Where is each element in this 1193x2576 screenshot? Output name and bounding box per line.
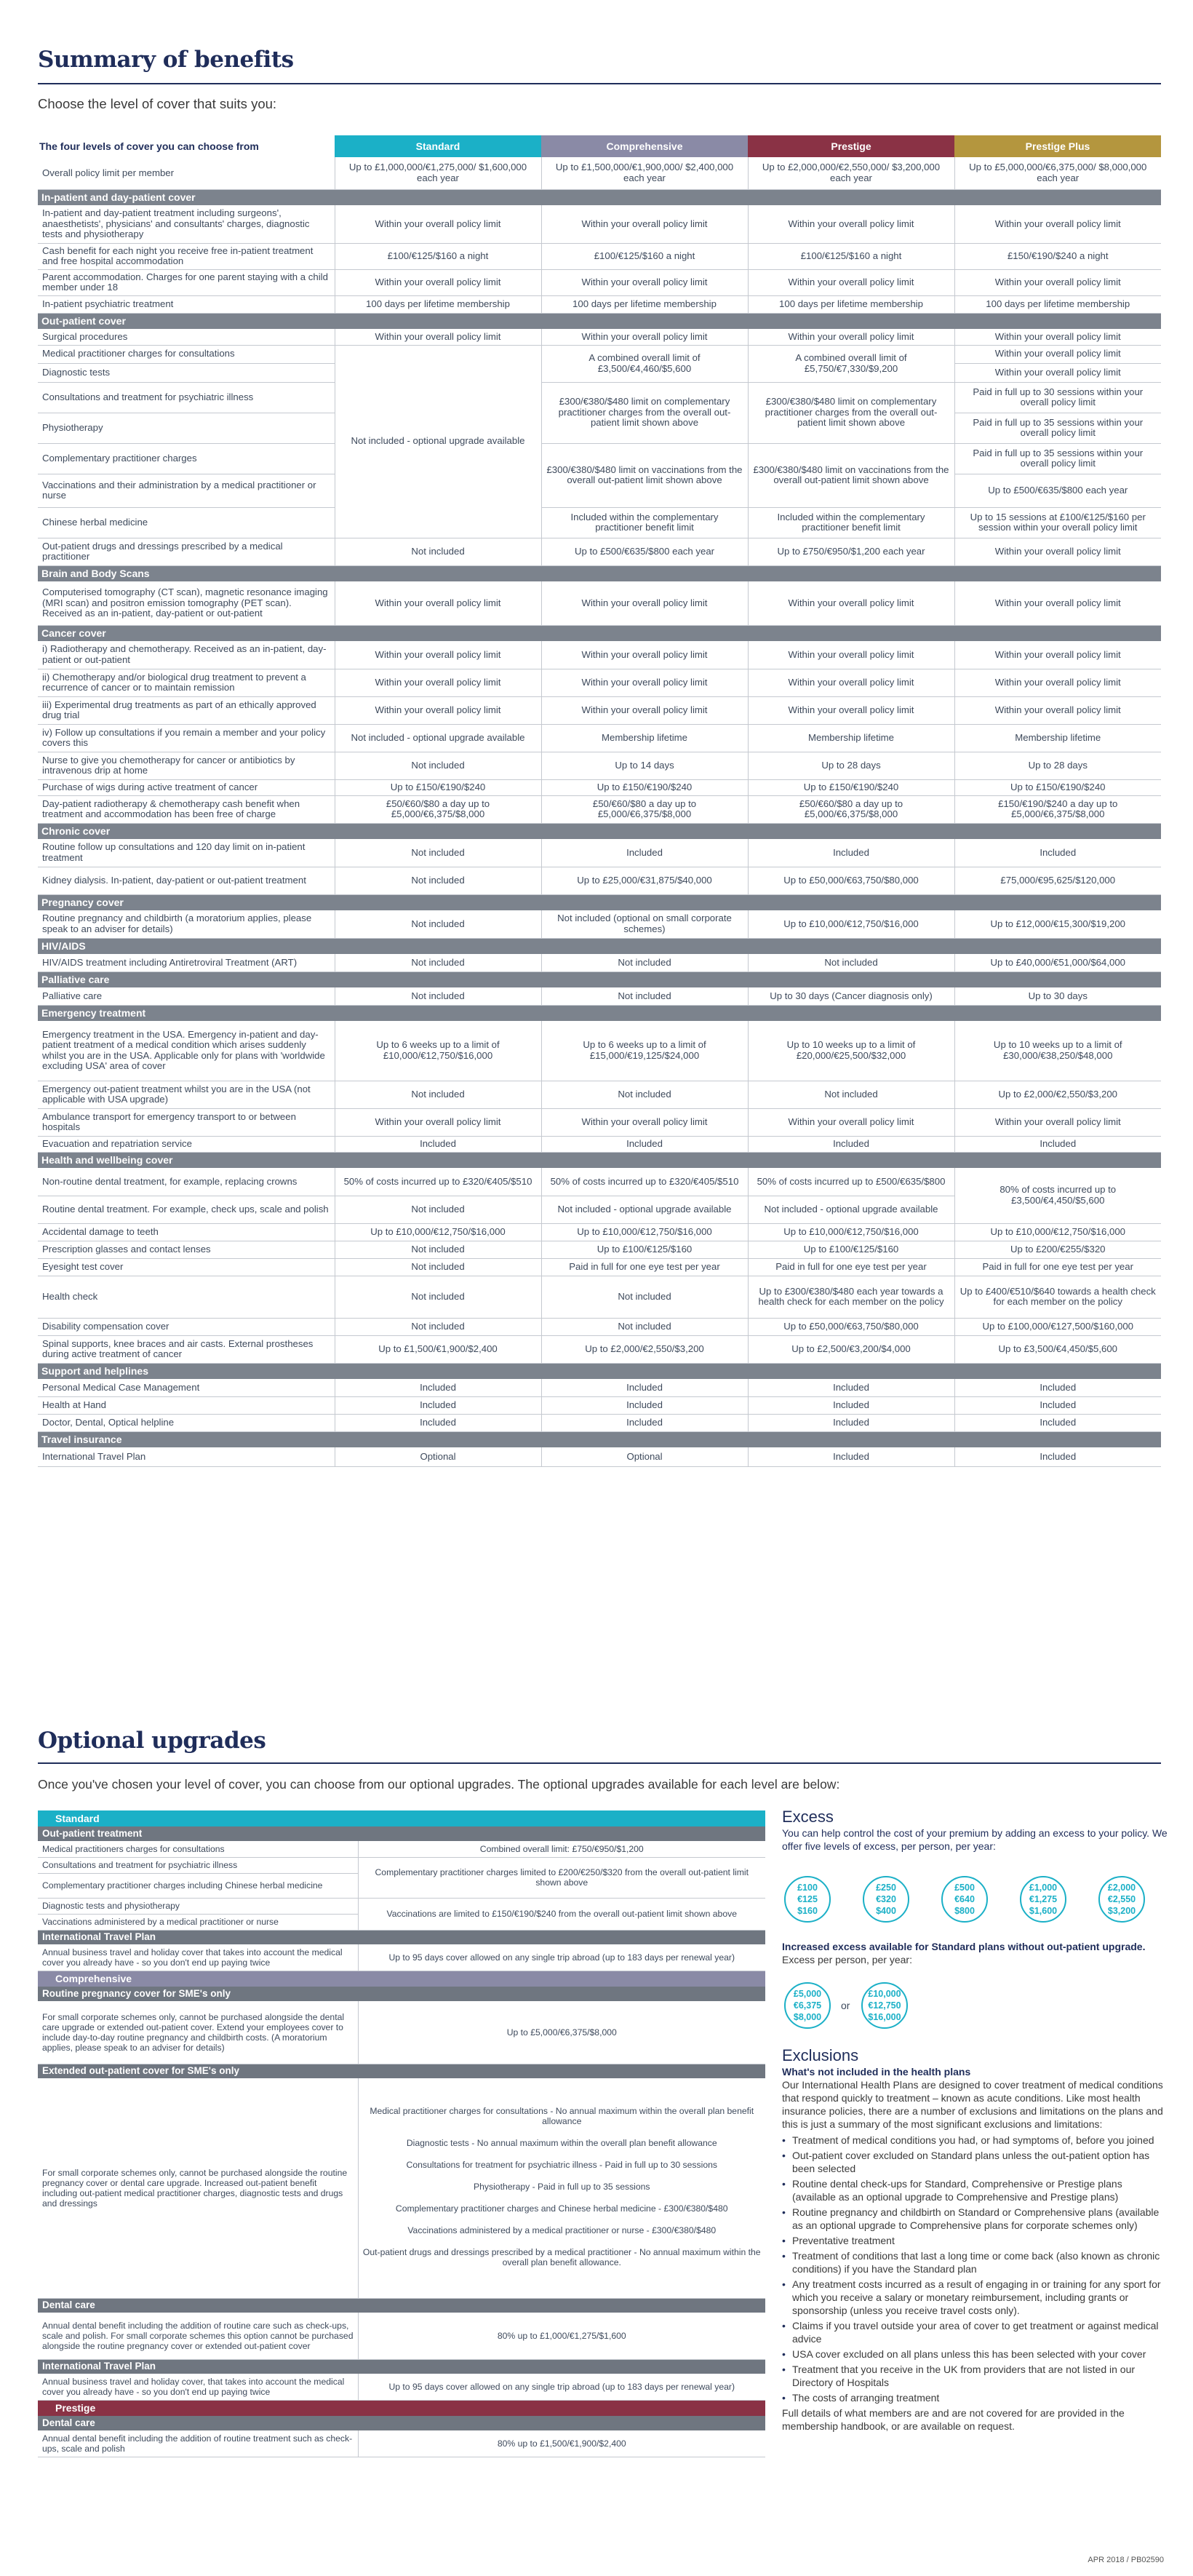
cell: Up to £50,000/€63,750/$80,000 — [748, 1318, 954, 1335]
cell: Within your overall policy limit — [748, 696, 954, 724]
row-label: Prescription glasses and contact lenses — [38, 1241, 335, 1258]
cell: Not included — [541, 954, 748, 971]
row-label: Computerised tomography (CT scan), magnetic resonance imaging (MRI scan) and positron emission tomography (PET scan). Received as an in-patient, day-patient or out-patient — [38, 581, 335, 625]
row-label: Chinese herbal medicine — [38, 507, 335, 538]
ext-item: Consultations for treatment for psychiatric illness - Paid in full up to 30 sessions — [406, 2159, 717, 2170]
upgrade-row: For small corporate schemes only, cannot be purchased alongside the dental care upgrade or extended out-patient cover. Extend your employees cover to include day-to-day routine pregnancy and childbirth costs. (A moratorium applies, please speak to an adviser for details) — [38, 2001, 358, 2064]
section-header: In-patient and day-patient cover — [38, 189, 1161, 205]
section-header: Chronic cover — [38, 823, 1161, 839]
row-label: Vaccinations and their administration by a medical practitioner or nurse — [38, 474, 335, 507]
cell: Not included - optional upgrade available — [335, 724, 541, 752]
cell: Within your overall policy limit — [954, 538, 1161, 565]
cell: Within your overall policy limit — [954, 669, 1161, 696]
cell: Up to 10 weeks up to a limit of £30,000/€38,250/$48,000 — [954, 1021, 1161, 1081]
upgrades-intro: Once you've chosen your level of cover, you can choose from our optional upgrades. The optional upgrades available for each level are below: — [38, 1777, 840, 1792]
cell: Up to 15 sessions at £100/€125/$160 per session within your overall policy limit — [954, 507, 1161, 538]
row-label: Spinal supports, knee braces and air casts. External prostheses during active treatment of cancer — [38, 1335, 335, 1363]
cell: Up to £2,000/€2,550/$3,200 — [954, 1081, 1161, 1108]
cell: Up to 30 days (Cancer diagnosis only) — [748, 987, 954, 1005]
upgrade-value: Complementary practitioner charges limited to £200/€250/$320 from the overall out-patient limit shown above — [358, 1857, 765, 1898]
ext-item: Physiotherapy - Paid in full up to 35 sessions — [473, 2181, 650, 2192]
cell: Up to £50,000/€63,750/$80,000 — [748, 867, 954, 894]
cell: Up to £100,000/€127,500/$160,000 — [954, 1318, 1161, 1335]
cell: Membership lifetime — [541, 724, 748, 752]
row-label: HIV/AIDS treatment including Antiretroviral Treatment (ART) — [38, 954, 335, 971]
row-label: Physiotherapy — [38, 413, 335, 443]
excess-circle: £5,000 €6,375 $8,000 — [784, 1982, 831, 2029]
optional-upgrades-title: Optional upgrades — [38, 1728, 266, 1754]
upgrade-value: Vaccinations are limited to £150/€190/$240 from the overall out-patient limit shown above — [358, 1898, 765, 1930]
upgrades-table-wrap — [38, 1810, 765, 2457]
cell: Within your overall policy limit — [954, 363, 1161, 382]
cell: Included — [748, 1136, 954, 1152]
cell: Within your overall policy limit — [954, 696, 1161, 724]
row-label: Routine dental treatment. For example, check ups, scale and polish — [38, 1196, 335, 1223]
document-code: APR 2018 / PB02590 — [1088, 2556, 1164, 2564]
exclusion-item: • Any treatment costs incurred as a result of engaging in or training for any sport for which you receive a salary or monetary reimbursement, including grants or sponsorship (unless you receive travel costs only). — [782, 2278, 1168, 2317]
cell: 100 days per lifetime membership — [748, 295, 954, 313]
upgrade-section: Dental care — [38, 2298, 765, 2313]
row-label: ii) Chemotherapy and/or biological drug treatment to prevent a recurrence of cancer or to maintain remission — [38, 669, 335, 696]
cell: Within your overall policy limit — [541, 1108, 748, 1136]
cell: Paid in full for one eye test per year — [954, 1258, 1161, 1276]
cell: Not included — [335, 752, 541, 779]
cell: £300/€380/$480 limit on vaccinations from the overall out-patient limit shown above — [748, 443, 954, 507]
section-header: HIV/AIDS — [38, 938, 1161, 954]
cell: Not included — [541, 1276, 748, 1318]
cell: Within your overall policy limit — [748, 669, 954, 696]
cell: £100/€125/$160 a night — [748, 243, 954, 269]
upgrade-row: Annual dental benefit including the addition of routine treatment such as check-ups, scale and polish — [38, 2430, 358, 2457]
upgrade-row: Annual business travel and holiday cover, that takes into account the medical cover you already have - so you don't end up paying twice — [38, 2374, 358, 2400]
row-label: Accidental damage to teeth — [38, 1223, 335, 1241]
cell: Up to £10,000/€12,750/$16,000 — [335, 1223, 541, 1241]
cell: Not included — [335, 1276, 541, 1318]
cell: £50/€60/$80 a day up to £5,000/€6,375/$8,000 — [541, 795, 748, 823]
excess-circle: £2,000 €2,550 $3,200 — [1098, 1876, 1145, 1923]
cell: Within your overall policy limit — [954, 329, 1161, 345]
exclusion-item: • Preventative treatment — [782, 2234, 1168, 2247]
cell: Not included — [335, 1081, 541, 1108]
row-label: Routine follow up consultations and 120 day limit on in-patient treatment — [38, 839, 335, 867]
cell: Not included — [335, 1241, 541, 1258]
ext-item: Diagnostic tests - No annual maximum within the overall plan benefit allowance — [406, 2137, 717, 2148]
cell: Not included — [748, 1081, 954, 1108]
cell: Not included - optional upgrade available — [541, 1196, 748, 1223]
row-label: Eyesight test cover — [38, 1258, 335, 1276]
cell: Within your overall policy limit — [335, 1108, 541, 1136]
upgrade-row: Consultations and treatment for psychiatric illness — [38, 1857, 358, 1873]
row-label: Out-patient drugs and dressings prescribed by a medical practitioner — [38, 538, 335, 565]
excess-panel — [782, 1810, 1168, 1853]
cell: Included — [335, 1396, 541, 1414]
cell: Within your overall policy limit — [954, 269, 1161, 295]
cell: Not included — [335, 1318, 541, 1335]
cell: Included — [748, 1414, 954, 1431]
cell: 100 days per lifetime membership — [335, 295, 541, 313]
excess-circle: £250 €320 $400 — [863, 1876, 909, 1923]
upgrade-level-standard: Standard — [38, 1810, 765, 1826]
cell: Paid in full up to 35 sessions within your overall policy limit — [954, 413, 1161, 443]
upgrade-row: For small corporate schemes only, cannot be purchased alongside the routine pregnancy cover or dental care upgrade. Increased out-patient benefit including out-patient medical practitioner charges, diagnostic tests and drugs and dressings — [38, 2078, 358, 2298]
row-label: iii) Experimental drug treatments as part of an ethically approved drug trial — [38, 696, 335, 724]
or-label: or — [841, 2000, 850, 2011]
cell: Within your overall policy limit — [748, 269, 954, 295]
level-prestige: Prestige — [748, 135, 954, 157]
cell: Within your overall policy limit — [748, 641, 954, 669]
cell: Paid in full up to 35 sessions within your overall policy limit — [954, 443, 1161, 474]
cell: Within your overall policy limit — [954, 581, 1161, 625]
upgrade-row: Annual business travel and holiday cover that takes into account the medical cover you already have - so you don't end up paying twice — [38, 1944, 358, 1971]
cell: Not included — [335, 839, 541, 867]
row-label: Overall policy limit per member — [38, 157, 335, 189]
exclusion-item: • Treatment that you receive in the UK from providers that are not listed in our Directory of Hospitals — [782, 2363, 1168, 2389]
cell: Up to £2,500/€3,200/$4,000 — [748, 1335, 954, 1363]
row-label: iv) Follow up consultations if you remain a member and your policy covers this — [38, 724, 335, 752]
cell: Within your overall policy limit — [335, 269, 541, 295]
exclusion-item: • Treatment of conditions that last a long time or come back (also known as chronic conditions) if you have the Standard plan — [782, 2249, 1168, 2275]
upgrade-level-prestige: Prestige — [38, 2400, 765, 2416]
cell: Within your overall policy limit — [335, 581, 541, 625]
row-label: In-patient and day-patient treatment including surgeons', anaesthetists', physicians' and consultants' charges, diagnostic tests and physiotherapy — [38, 205, 335, 243]
row-label: Medical practitioner charges for consultations — [38, 345, 335, 363]
cell: Up to £10,000/€12,750/$16,000 — [541, 1223, 748, 1241]
ext-item: Out-patient drugs and dressings prescribed by a medical practitioner - No annual maximum within the overall plan benefit allowance. — [362, 2246, 761, 2267]
ext-item: Medical practitioner charges for consultations - No annual maximum within the overall plan benefit allowance — [370, 2105, 754, 2126]
row-label: Day-patient radiotherapy & chemotherapy cash benefit when treatment and accommodation has been free of charge — [38, 795, 335, 823]
exclusions-list — [782, 2134, 1168, 2404]
section-header: Cancer cover — [38, 625, 1161, 641]
increased-excess-title: Increased excess available for Standard plans without out-patient upgrade. — [782, 1941, 1146, 1952]
row-label: International Travel Plan — [38, 1447, 335, 1466]
cell: Up to 14 days — [541, 752, 748, 779]
cell: Within your overall policy limit — [335, 205, 541, 243]
upgrade-value: Up to 95 days cover allowed on any single trip abroad (up to 183 days per renewal year) — [358, 1944, 765, 1971]
benefits-table — [38, 135, 1161, 1467]
cell: Within your overall policy limit — [335, 669, 541, 696]
excess-circle: £10,000 €12,750 $16,000 — [861, 1982, 908, 2029]
cell: Not included — [335, 1258, 541, 1276]
excess-title: Excess — [782, 1808, 834, 1826]
cell: Up to 10 weeks up to a limit of £20,000/€25,500/$32,000 — [748, 1021, 954, 1081]
cell: Included — [748, 1379, 954, 1396]
upgrade-row: Medical practitioners charges for consultations — [38, 1841, 358, 1857]
upgrade-section: Dental care — [38, 2416, 765, 2430]
cell: Not included — [541, 1081, 748, 1108]
row-label: Non-routine dental treatment, for example, replacing crowns — [38, 1168, 335, 1196]
cell: £150/€190/$240 a night — [954, 243, 1161, 269]
cell: Up to £1,500,000/€1,900,000/ $2,400,000 each year — [541, 157, 748, 189]
exclusion-item: • Out-patient cover excluded on Standard plans unless the out-patient option has been selected — [782, 2149, 1168, 2175]
cell: 50% of costs incurred up to £320/€405/$510 — [335, 1168, 541, 1196]
cell: Included — [748, 839, 954, 867]
excess-circle: £500 €640 $800 — [941, 1876, 988, 1923]
cell: Included — [335, 1379, 541, 1396]
standard-outpatient-note: Not included - optional upgrade available — [335, 345, 541, 538]
row-label: Disability compensation cover — [38, 1318, 335, 1335]
cell: Included — [541, 1396, 748, 1414]
cell: Within your overall policy limit — [541, 329, 748, 345]
exclusion-item: • Treatment of medical conditions you had, or had symptoms of, before you joined — [782, 2134, 1168, 2147]
cell: Included — [954, 1414, 1161, 1431]
level-standard: Standard — [335, 135, 541, 157]
upgrades-table — [38, 1810, 765, 2457]
section-header: Emergency treatment — [38, 1005, 1161, 1021]
cell: Up to £100/€125/$160 — [541, 1241, 748, 1258]
cell: Not included — [541, 1318, 748, 1335]
cell: Not included — [335, 987, 541, 1005]
cell: Not included (optional on small corporate schemes) — [541, 910, 748, 938]
upgrade-value: Up to £5,000/€6,375/$8,000 — [358, 2001, 765, 2064]
cell: Included — [954, 1379, 1161, 1396]
cell: Up to £150/€190/$240 — [335, 779, 541, 795]
cell: 50% of costs incurred up to £500/€635/$800 — [748, 1168, 954, 1196]
row-label: Health check — [38, 1276, 335, 1318]
cell: Up to £1,000,000/€1,275,000/ $1,600,000 each year — [335, 157, 541, 189]
level-comprehensive: Comprehensive — [541, 135, 748, 157]
extended-outpatient-values — [358, 2078, 765, 2298]
section-header: Out-patient cover — [38, 313, 1161, 329]
cell: Paid in full for one eye test per year — [541, 1258, 748, 1276]
upgrade-level-comprehensive: Comprehensive — [38, 1971, 765, 1987]
upgrade-row: Vaccinations administered by a medical practitioner or nurse — [38, 1914, 358, 1930]
cell: Not included — [335, 867, 541, 894]
excess-circle: £100 €125 $160 — [784, 1876, 831, 1923]
increased-excess-sub: Excess per person, per year: — [782, 1954, 912, 1965]
section-header: Palliative care — [38, 971, 1161, 987]
section-header: Brain and Body Scans — [38, 565, 1161, 581]
cell: Up to 28 days — [748, 752, 954, 779]
section-header: Support and helplines — [38, 1363, 1161, 1379]
cell: Up to 30 days — [954, 987, 1161, 1005]
section-header: Health and wellbeing cover — [38, 1152, 1161, 1168]
cell: Within your overall policy limit — [541, 669, 748, 696]
exclusion-item: • Claims if you travel outside your area of cover to get treatment or against medical advice — [782, 2319, 1168, 2345]
row-label: Kidney dialysis. In-patient, day-patient or out-patient treatment — [38, 867, 335, 894]
upgrade-value: 80% up to £1,000/€1,275/$1,600 — [358, 2313, 765, 2359]
cell: A combined overall limit of £3,500/€4,460/$5,600 — [541, 345, 748, 382]
exclusion-item: • USA cover excluded on all plans unless this has been selected with your cover — [782, 2348, 1168, 2361]
cell: Not included — [541, 987, 748, 1005]
upgrade-section: International Travel Plan — [38, 1930, 765, 1944]
level-prestige-plus: Prestige Plus — [954, 135, 1161, 157]
row-label: Routine pregnancy and childbirth (a moratorium applies, please speak to an adviser for details) — [38, 910, 335, 938]
cell: Up to £12,000/€15,300/$19,200 — [954, 910, 1161, 938]
cell: Within your overall policy limit — [541, 205, 748, 243]
row-label: Health at Hand — [38, 1396, 335, 1414]
exclusions-footer: Full details of what members are and are not covered for are provided in the membership handbook, or are available on request. — [782, 2407, 1125, 2432]
cell: Up to £200/€255/$320 — [954, 1241, 1161, 1258]
cell: Up to £10,000/€12,750/$16,000 — [748, 910, 954, 938]
upgrade-row: Diagnostic tests and physiotherapy — [38, 1898, 358, 1914]
cell: Up to £2,000,000/€2,550,000/ $3,200,000 each year — [748, 157, 954, 189]
cell: Membership lifetime — [748, 724, 954, 752]
upgrade-value: Combined overall limit: £750/€950/$1,200 — [358, 1841, 765, 1857]
cell: Up to £500/€635/$800 each year — [541, 538, 748, 565]
cell: Not included — [335, 538, 541, 565]
title-rule — [38, 83, 1161, 84]
exclusions-text: Our International Health Plans are designed to cover treatment of medical conditions that respond quickly to treatment – known as acute conditions. Like most health insurance policies, there are a number of exclusions and limitations on the plans and this is just a summary of the most significant exclusions and limitations: — [782, 2079, 1163, 2130]
row-label: i) Radiotherapy and chemotherapy. Received as an in-patient, day-patient or out-patient — [38, 641, 335, 669]
cell: Up to 6 weeks up to a limit of £15,000/€19,125/$24,000 — [541, 1021, 748, 1081]
upgrade-section: Out-patient treatment — [38, 1826, 765, 1841]
exclusion-item: • Routine dental check-ups for Standard, Comprehensive or Prestige plans (available as an optional upgrade to Comprehensive and Prestige plans) — [782, 2177, 1168, 2203]
cell: Within your overall policy limit — [541, 269, 748, 295]
cell: Within your overall policy limit — [541, 641, 748, 669]
cell: Included — [954, 1136, 1161, 1152]
cell: Up to £5,000,000/€6,375,000/ $8,000,000 each year — [954, 157, 1161, 189]
cell: Included — [954, 1447, 1161, 1466]
cell: Included — [954, 1396, 1161, 1414]
row-label: Parent accommodation. Charges for one parent staying with a child member under 18 — [38, 269, 335, 295]
cell: Within your overall policy limit — [541, 696, 748, 724]
cell: Within your overall policy limit — [954, 205, 1161, 243]
cell: Included — [541, 1379, 748, 1396]
ext-item: Vaccinations administered by a medical practitioner or nurse - £300/€380/$480 — [407, 2225, 717, 2235]
page-title: Summary of benefits — [38, 47, 294, 73]
excess-text: You can help control the cost of your premium by adding an excess to your policy. We offer five levels of excess, per person, per year: — [782, 1827, 1168, 1852]
cell: 50% of costs incurred up to £320/€405/$510 — [541, 1168, 748, 1196]
cell: Included within the complementary practitioner benefit limit — [541, 507, 748, 538]
cell: £300/€380/$480 limit on complementary practitioner charges from the overall out-patient limit shown above — [748, 382, 954, 443]
cell: £300/€380/$480 limit on vaccinations from the overall out-patient limit shown above — [541, 443, 748, 507]
row-label: In-patient psychiatric treatment — [38, 295, 335, 313]
cell: Included — [335, 1136, 541, 1152]
section-header: Pregnancy cover — [38, 894, 1161, 910]
cell: Up to £300/€380/$480 each year towards a health check for each member on the policy — [748, 1276, 954, 1318]
cell: Within your overall policy limit — [335, 696, 541, 724]
row-label: Cash benefit for each night you receive free in-patient treatment and free hospital accommodation — [38, 243, 335, 269]
row-label: Emergency out-patient treatment whilst you are in the USA (not applicable with USA upgrade) — [38, 1081, 335, 1108]
cell: Up to £10,000/€12,750/$16,000 — [748, 1223, 954, 1241]
cell: Included — [541, 1414, 748, 1431]
cell: 100 days per lifetime membership — [541, 295, 748, 313]
increased-excess — [782, 1940, 1168, 1966]
cell: £100/€125/$160 a night — [335, 243, 541, 269]
cell: 100 days per lifetime membership — [954, 295, 1161, 313]
cell: £75,000/€95,625/$120,000 — [954, 867, 1161, 894]
exclusions-panel — [782, 2046, 1168, 2433]
cell: £150/€190/$240 a day up to £5,000/€6,375/$8,000 — [954, 795, 1161, 823]
cell: Optional — [335, 1447, 541, 1466]
cell: Included — [541, 1136, 748, 1152]
cell: Within your overall policy limit — [954, 1108, 1161, 1136]
upgrade-value: 80% up to £1,500/€1,900/$2,400 — [358, 2430, 765, 2457]
cell: Membership lifetime — [954, 724, 1161, 752]
excess-circle: £1,000 €1,275 $1,600 — [1020, 1876, 1066, 1923]
cell: Not included — [335, 954, 541, 971]
cell: Not included - optional upgrade available — [748, 1196, 954, 1223]
upgrades-rule — [38, 1762, 1161, 1764]
cell: Optional — [541, 1447, 748, 1466]
upgrade-section: International Travel Plan — [38, 2359, 765, 2374]
cell: 80% of costs incurred up to £3,500/€4,450/$5,600 — [954, 1168, 1161, 1223]
exclusions-bold: What's not included in the health plans — [782, 2066, 971, 2078]
cell: Not included — [335, 910, 541, 938]
upgrade-row: Annual dental benefit including the addition of routine care such as check-ups, scale and polish. For small corporate schemes this option cannot be purchased alongside the routine pregnancy cover or extended out-patient cover — [38, 2313, 358, 2359]
page-subtitle: Choose the level of cover that suits you: — [38, 96, 277, 111]
cell: Paid in full up to 30 sessions within your overall policy limit — [954, 382, 1161, 413]
cell: Up to £150/€190/$240 — [541, 779, 748, 795]
row-label: Personal Medical Case Management — [38, 1379, 335, 1396]
levels-header-label: The four levels of cover you can choose from — [38, 135, 335, 157]
cell: Included — [541, 839, 748, 867]
row-label: Complementary practitioner charges — [38, 443, 335, 474]
exclusion-item: • Routine pregnancy and childbirth on Standard or Comprehensive plans (available as an optional upgrade to Comprehensive plans for corporate schemes only) — [782, 2206, 1168, 2232]
upgrade-row: Complementary practitioner charges including Chinese herbal medicine — [38, 1873, 358, 1898]
row-label: Nurse to give you chemotherapy for cancer or antibiotics by intravenous drip at home — [38, 752, 335, 779]
row-label: Doctor, Dental, Optical helpline — [38, 1414, 335, 1431]
cell: Up to £500/€635/$800 each year — [954, 474, 1161, 507]
cell: Up to £150/€190/$240 — [954, 779, 1161, 795]
cell: Within your overall policy limit — [748, 1108, 954, 1136]
cell: £50/€60/$80 a day up to £5,000/€6,375/$8,000 — [335, 795, 541, 823]
cell: Within your overall policy limit — [541, 581, 748, 625]
cell: Included — [748, 1396, 954, 1414]
cell: Within your overall policy limit — [748, 205, 954, 243]
row-label: Emergency treatment in the USA. Emergency in-patient and day-patient treatment of a medical condition which arises suddenly whilst you are in the USA. Applicable only for plans with 'worldwide excluding USA' area of cover — [38, 1021, 335, 1081]
cell: £50/€60/$80 a day up to £5,000/€6,375/$8,000 — [748, 795, 954, 823]
cell: Not included — [335, 1196, 541, 1223]
row-label: Ambulance transport for emergency transport to or between hospitals — [38, 1108, 335, 1136]
cell: Included — [335, 1414, 541, 1431]
cell: Up to £400/€510/$640 towards a health check for each member on the policy — [954, 1276, 1161, 1318]
cell: Up to £750/€950/$1,200 each year — [748, 538, 954, 565]
cell: Up to £150/€190/$240 — [748, 779, 954, 795]
cell: Within your overall policy limit — [954, 345, 1161, 363]
cell: Not included — [748, 954, 954, 971]
upgrade-section: Extended out-patient cover for SME's only — [38, 2064, 765, 2078]
row-label: Consultations and treatment for psychiatric illness — [38, 382, 335, 413]
cell: Included — [954, 839, 1161, 867]
row-label: Surgical procedures — [38, 329, 335, 345]
cell: Up to £25,000/€31,875/$40,000 — [541, 867, 748, 894]
row-label: Palliative care — [38, 987, 335, 1005]
section-header: Travel insurance — [38, 1431, 1161, 1447]
cell: Up to £2,000/€2,550/$3,200 — [541, 1335, 748, 1363]
cell: Within your overall policy limit — [748, 329, 954, 345]
cell: Up to £3,500/€4,450/$5,600 — [954, 1335, 1161, 1363]
cell: Up to 6 weeks up to a limit of £10,000/€12,750/$16,000 — [335, 1021, 541, 1081]
cell: Included within the complementary practitioner benefit limit — [748, 507, 954, 538]
cell: Up to £1,500/€1,900/$2,400 — [335, 1335, 541, 1363]
cell: Within your overall policy limit — [335, 641, 541, 669]
cell: £300/€380/$480 limit on complementary practitioner charges from the overall out-patient limit shown above — [541, 382, 748, 443]
row-label: Purchase of wigs during active treatment of cancer — [38, 779, 335, 795]
cell: Included — [748, 1447, 954, 1466]
cell: Up to £10,000/€12,750/$16,000 — [954, 1223, 1161, 1241]
ext-item: Complementary practitioner charges and Chinese herbal medicine - £300/€380/$480 — [395, 2203, 728, 2214]
cell: £100/€125/$160 a night — [541, 243, 748, 269]
upgrade-section: Routine pregnancy cover for SME's only — [38, 1987, 765, 2001]
cell: A combined overall limit of £5,750/€7,330/$9,200 — [748, 345, 954, 382]
row-label: Evacuation and repatriation service — [38, 1136, 335, 1152]
cell: Up to £100/€125/$160 — [748, 1241, 954, 1258]
upgrade-value: Up to 95 days cover allowed on any single trip abroad (up to 183 days per renewal year) — [358, 2374, 765, 2400]
exclusion-item: • The costs of arranging treatment — [782, 2391, 1168, 2404]
cell: Within your overall policy limit — [335, 329, 541, 345]
cell: Up to 28 days — [954, 752, 1161, 779]
cell: Within your overall policy limit — [954, 641, 1161, 669]
exclusions-title: Exclusions — [782, 2046, 859, 2064]
row-label: Diagnostic tests — [38, 363, 335, 382]
cell: Within your overall policy limit — [748, 581, 954, 625]
cell: Up to £40,000/€51,000/$64,000 — [954, 954, 1161, 971]
cell: Paid in full for one eye test per year — [748, 1258, 954, 1276]
